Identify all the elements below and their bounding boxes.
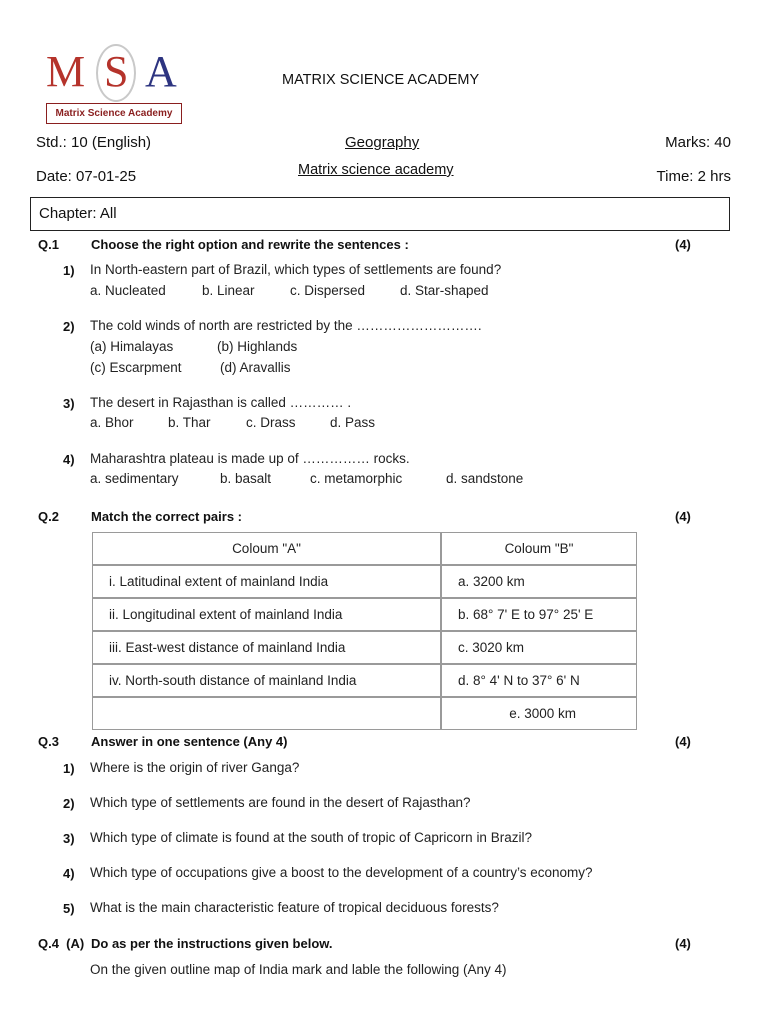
option: (d) Aravallis — [220, 360, 291, 375]
logo-subtitle-bar — [46, 103, 182, 124]
option: d. sandstone — [446, 471, 524, 486]
option: c. Dispersed — [290, 283, 366, 298]
column-a-cell: i. Latitudinal extent of mainland India — [92, 565, 441, 598]
q3-marks: (4) — [675, 734, 691, 749]
q1-marks: (4) — [675, 237, 691, 252]
logo-letter-m: M — [46, 47, 86, 96]
column-b-cell: d. 8° 4' N to 37° 6' N — [441, 664, 637, 697]
option: b. Linear — [202, 283, 255, 298]
q3-item-number: 2) — [63, 796, 75, 811]
date-label: Date: 07-01-25 — [36, 168, 137, 185]
academy-name: Matrix science academy — [298, 162, 454, 178]
q3-item-text: Which type of occupations give a boost to the development of a country’s economy? — [90, 865, 593, 880]
column-b-header: Coloum "B" — [441, 532, 637, 565]
logo-letter-s: S — [104, 47, 129, 96]
table-row — [92, 565, 637, 598]
q4-title: Do as per the instructions given below. — [91, 936, 333, 951]
q3-item-text: Which type of climate is found at the south of tropic of Capricorn in Brazil? — [90, 830, 532, 845]
column-a-cell: ii. Longitudinal extent of mainland India — [92, 598, 441, 631]
q4-text: On the given outline map of India mark and lable the following (Any 4) — [90, 962, 507, 977]
logo-letter-a: A — [145, 47, 177, 96]
table-row — [92, 598, 637, 631]
option: a. Nucleated — [90, 283, 166, 298]
table-row — [92, 664, 637, 697]
option: c. metamorphic — [310, 471, 403, 486]
table-row — [92, 697, 637, 730]
q1-title: Choose the right option and rewrite the sentences : — [91, 237, 409, 252]
q4-number: Q.4 (A) — [38, 936, 85, 951]
option: c. Drass — [246, 415, 296, 430]
chapter-box — [30, 197, 730, 231]
q4-marks: (4) — [675, 936, 691, 951]
match-table — [92, 532, 637, 730]
q3-item-text: Where is the origin of river Ganga? — [90, 760, 300, 775]
q1-item-number: 4) — [63, 452, 75, 467]
q3-title: Answer in one sentence (Any 4) — [91, 734, 288, 749]
option: d. Pass — [330, 415, 376, 430]
q1-item-number: 2) — [63, 319, 75, 334]
option: (b) Highlands — [217, 339, 298, 354]
column-a-cell: iv. North-south distance of mainland India — [92, 664, 441, 697]
subject-title: Geography — [345, 134, 420, 151]
column-a-cell: iii. East-west distance of mainland India — [92, 631, 441, 664]
q1-item-text: Maharashtra plateau is made up of …………… rocks. — [90, 451, 410, 466]
q3-item-number: 1) — [63, 761, 75, 776]
std-label: Std.: 10 (English) — [36, 134, 152, 151]
table-row — [92, 631, 637, 664]
q1-item-text: The desert in Rajasthan is called ………… . — [90, 395, 352, 410]
q3-number: Q.3 — [38, 734, 59, 749]
column-b-cell: b. 68° 7' E to 97° 25' E — [441, 598, 637, 631]
option: a. Bhor — [90, 415, 134, 430]
q3-item-number: 5) — [63, 901, 75, 916]
option: b. Thar — [168, 415, 211, 430]
chapter-label: Chapter: All — [39, 205, 117, 222]
institute-title: MATRIX SCIENCE ACADEMY — [282, 72, 480, 88]
q3-item-number: 3) — [63, 831, 75, 846]
table-header-row — [92, 532, 637, 565]
q1-number: Q.1 — [38, 237, 59, 252]
option: (c) Escarpment — [90, 360, 182, 375]
time-label: Time: 2 hrs — [656, 168, 731, 185]
q3-item-text: What is the main characteristic feature of tropical deciduous forests? — [90, 900, 499, 915]
q2-title: Match the correct pairs : — [91, 509, 242, 524]
option: b. basalt — [220, 471, 272, 486]
marks-label: Marks: 40 — [665, 134, 731, 151]
column-a-cell — [92, 697, 441, 730]
logo-subtitle: Matrix Science Academy — [55, 108, 173, 119]
q3-item-number: 4) — [63, 866, 75, 881]
q1-item-text: In North-eastern part of Brazil, which types of settlements are found? — [90, 262, 502, 277]
q2-number: Q.2 — [38, 509, 59, 524]
column-b-cell: a. 3200 km — [441, 565, 637, 598]
q3-item-text: Which type of settlements are found in the desert of Rajasthan? — [90, 795, 471, 810]
q1-item-number: 1) — [63, 263, 75, 278]
option: (a) Himalayas — [90, 339, 174, 354]
q1-item-text: The cold winds of north are restricted by the ………………………. — [90, 318, 482, 333]
option: d. Star-shaped — [400, 283, 489, 298]
q1-item-number: 3) — [63, 396, 75, 411]
column-b-cell: c. 3020 km — [441, 631, 637, 664]
q2-marks: (4) — [675, 509, 691, 524]
logo — [46, 48, 186, 94]
column-b-cell: e. 3000 km — [441, 697, 637, 730]
column-a-header: Coloum "A" — [92, 532, 441, 565]
option: a. sedimentary — [90, 471, 179, 486]
